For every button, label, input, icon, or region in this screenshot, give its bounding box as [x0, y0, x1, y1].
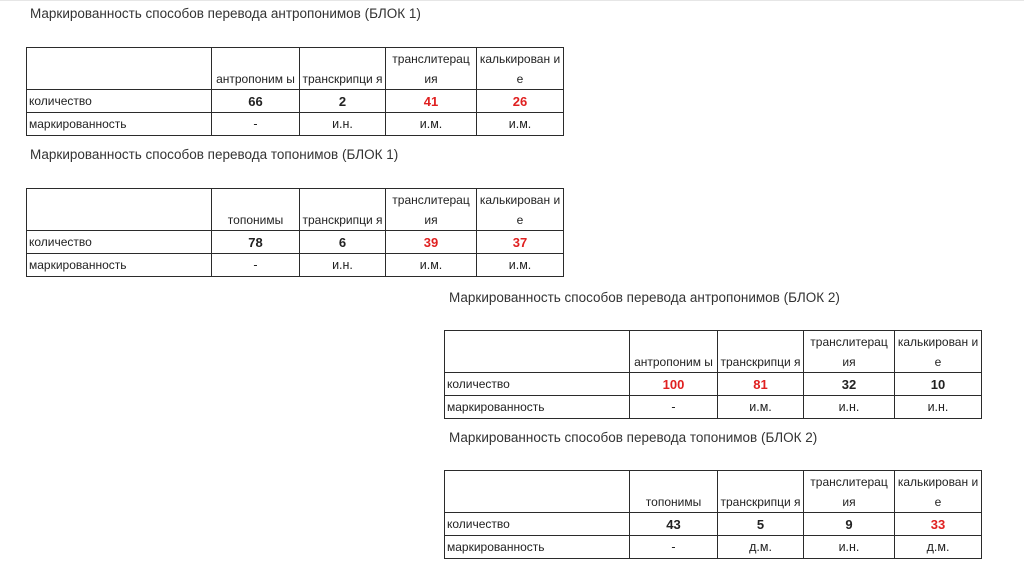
header-stub-cell [27, 48, 212, 90]
count-cell: 43 [630, 513, 718, 536]
header-cell: транслитерац ия [386, 48, 477, 90]
count-cell-highlighted: 100 [630, 373, 718, 396]
table-row-count [27, 90, 564, 113]
mark-cell: - [630, 396, 718, 419]
header-cell: транслитерац ия [804, 471, 895, 513]
row-label: количество [27, 90, 212, 113]
mark-cell: д.м. [895, 536, 982, 559]
mark-cell: и.н. [804, 536, 895, 559]
count-cell-highlighted: 37 [477, 231, 564, 254]
header-stub-cell [445, 471, 630, 513]
table-header-row [27, 48, 564, 90]
header-cell: антропоним ы [212, 48, 300, 90]
table-2-title: Маркированность способов перевода топонимов (БЛОК 1) [30, 147, 399, 162]
count-cell-highlighted: 39 [386, 231, 477, 254]
table-row-count [445, 373, 982, 396]
count-cell: 9 [804, 513, 895, 536]
table-row-markedness [27, 113, 564, 136]
mark-cell: и.н. [895, 396, 982, 419]
count-cell: 78 [212, 231, 300, 254]
header-cell: транслитерац ия [386, 189, 477, 231]
row-label: количество [445, 513, 630, 536]
table-2 [26, 188, 564, 277]
header-cell: транскрипци я [300, 189, 386, 231]
row-label: маркированность [445, 396, 630, 419]
mark-cell: и.м. [477, 254, 564, 277]
row-label: маркированность [27, 254, 212, 277]
mark-cell: и.н. [804, 396, 895, 419]
row-label: количество [27, 231, 212, 254]
count-cell: 66 [212, 90, 300, 113]
header-cell: топонимы [212, 189, 300, 231]
header-cell: калькирован ие [895, 331, 982, 373]
table-4-title: Маркированность способов перевода топонимов (БЛОК 2) [449, 430, 818, 445]
mark-cell: д.м. [718, 536, 804, 559]
table-row-markedness [445, 536, 982, 559]
table-3 [444, 330, 982, 419]
table-4 [444, 470, 982, 559]
table-header-row [445, 331, 982, 373]
header-cell: калькирован ие [477, 189, 564, 231]
table-header-row [27, 189, 564, 231]
header-stub-cell [27, 189, 212, 231]
row-label: маркированность [27, 113, 212, 136]
count-cell: 32 [804, 373, 895, 396]
header-cell: транскрипци я [300, 48, 386, 90]
mark-cell: и.м. [477, 113, 564, 136]
mark-cell: - [212, 254, 300, 277]
table-row-count [27, 231, 564, 254]
count-cell: 10 [895, 373, 982, 396]
table-row-count [445, 513, 982, 536]
count-cell: 6 [300, 231, 386, 254]
header-cell: калькирован ие [477, 48, 564, 90]
count-cell-highlighted: 81 [718, 373, 804, 396]
header-cell: топонимы [630, 471, 718, 513]
table-header-row [445, 471, 982, 513]
slide-top-border [0, 0, 1024, 1]
header-cell: транскрипци я [718, 471, 804, 513]
mark-cell: и.н. [300, 113, 386, 136]
header-cell: транскрипци я [718, 331, 804, 373]
count-cell-highlighted: 41 [386, 90, 477, 113]
mark-cell: и.м. [386, 113, 477, 136]
mark-cell: - [212, 113, 300, 136]
table-1 [26, 47, 564, 136]
count-cell: 2 [300, 90, 386, 113]
mark-cell: и.м. [718, 396, 804, 419]
count-cell: 5 [718, 513, 804, 536]
mark-cell: - [630, 536, 718, 559]
table-row-markedness [27, 254, 564, 277]
mark-cell: и.н. [300, 254, 386, 277]
count-cell-highlighted: 26 [477, 90, 564, 113]
header-cell: транслитерац ия [804, 331, 895, 373]
row-label: количество [445, 373, 630, 396]
header-cell: антропоним ы [630, 331, 718, 373]
row-label: маркированность [445, 536, 630, 559]
count-cell-highlighted: 33 [895, 513, 982, 536]
mark-cell: и.м. [386, 254, 477, 277]
table-1-title: Маркированность способов перевода антропонимов (БЛОК 1) [30, 6, 421, 21]
table-row-markedness [445, 396, 982, 419]
header-stub-cell [445, 331, 630, 373]
table-3-title: Маркированность способов перевода антропонимов (БЛОК 2) [449, 290, 840, 305]
header-cell: калькирован ие [895, 471, 982, 513]
